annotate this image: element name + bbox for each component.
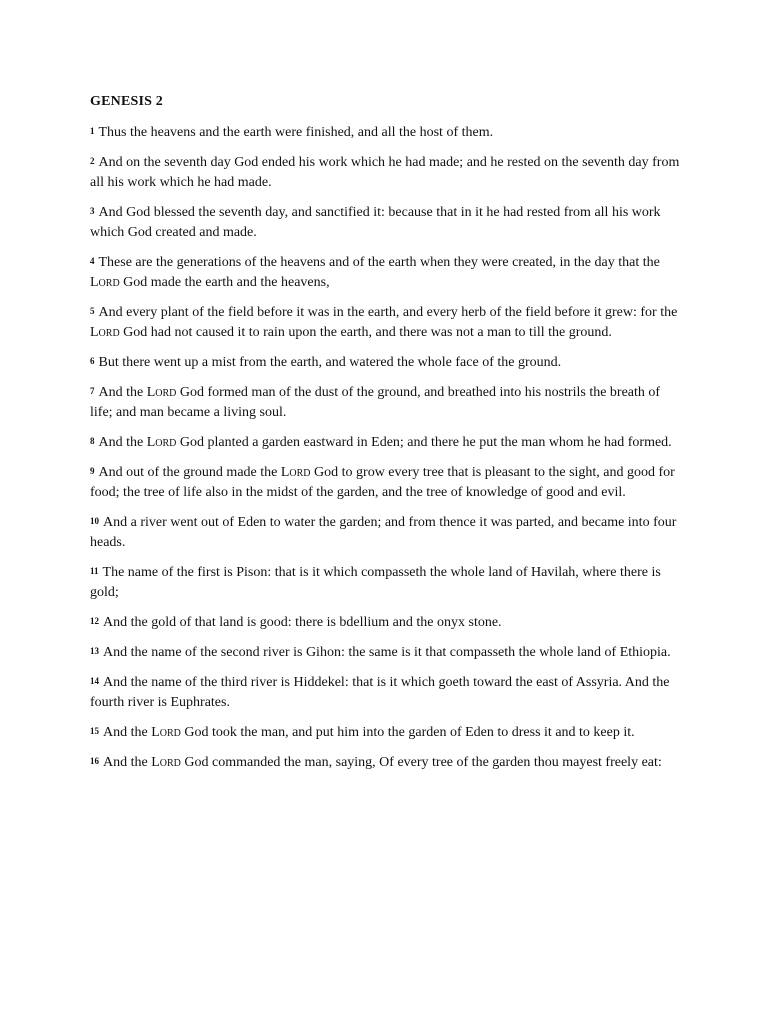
verse-text: And the gold of that land is good: there is bdellium and the onyx stone. xyxy=(103,615,502,630)
verse xyxy=(90,673,680,713)
verse xyxy=(90,433,680,453)
document-page xyxy=(90,93,680,783)
divine-name: Lord xyxy=(151,755,181,770)
verse-text: God made the earth and the heavens, xyxy=(119,275,330,290)
verse-number: 9 xyxy=(90,466,95,476)
verse-number: 12 xyxy=(90,616,99,626)
chapter-title: GENESIS 2 xyxy=(90,94,163,109)
verse-number: 6 xyxy=(90,356,95,366)
verse-number: 15 xyxy=(90,726,99,736)
verse xyxy=(90,123,680,143)
verse-number: 7 xyxy=(90,386,95,396)
verse-text: God formed man of the dust of the ground, and breathed into his nostrils the breath of life; and man became a living soul. xyxy=(90,385,661,420)
verse-number: 4 xyxy=(90,256,95,266)
verse-text: But there went up a mist from the earth, and watered the whole face of the ground. xyxy=(98,355,562,370)
verse-text: God commanded the man, saying, Of every tree of the garden thou mayest freely eat: xyxy=(180,755,662,770)
verse-text: God to grow every tree that is pleasant to the sight, and good for food; the tree of life also in the midst of the garden, and the tree of knowledge of good and evil. xyxy=(90,465,675,500)
divine-name: Lord xyxy=(146,435,177,450)
divine-name: Lord xyxy=(146,385,177,400)
verse xyxy=(90,513,680,553)
verse-text: And a river went out of Eden to water the garden; and from thence it was parted, and became into four heads. xyxy=(90,515,677,550)
verse-text: And out of the ground made the xyxy=(98,465,281,480)
verse xyxy=(90,613,680,633)
verse-text: And the xyxy=(98,385,147,400)
verse-text: And the xyxy=(103,725,152,740)
verse-number: 5 xyxy=(90,306,95,316)
verse xyxy=(90,643,680,663)
verse xyxy=(90,253,680,293)
verse-text: God planted a garden eastward in Eden; and there he put the man whom he had formed. xyxy=(176,435,672,450)
verse-number: 2 xyxy=(90,156,95,166)
divine-name: Lord xyxy=(280,465,311,480)
verse-list xyxy=(90,123,680,773)
verse-text: God took the man, and put him into the garden of Eden to dress it and to keep it. xyxy=(180,725,635,740)
divine-name: Lord xyxy=(151,725,181,740)
verse xyxy=(90,153,680,193)
verse-text: The name of the first is Pison: that is it which compasseth the whole land of Havilah, where there is gold; xyxy=(90,565,661,600)
verse xyxy=(90,203,680,243)
divine-name: Lord xyxy=(90,275,120,290)
verse-text: And God blessed the seventh day, and sanctified it: because that in it he had rested from all his work which God created and made. xyxy=(90,205,661,240)
verse xyxy=(90,383,680,423)
verse-number: 14 xyxy=(90,676,99,686)
verse-number: 1 xyxy=(90,126,95,136)
verse xyxy=(90,303,680,343)
verse-text: And on the seventh day God ended his work which he had made; and he rested on the seventh day from all his work which he had made. xyxy=(90,155,680,190)
verse-text: God had not caused it to rain upon the earth, and there was not a man to till the ground. xyxy=(119,325,612,340)
verse xyxy=(90,723,680,743)
verse-number: 3 xyxy=(90,206,95,216)
verse xyxy=(90,753,680,773)
verse-number: 10 xyxy=(90,516,99,526)
verse xyxy=(90,463,680,503)
verse-text: And the xyxy=(103,755,152,770)
verse xyxy=(90,563,680,603)
verse xyxy=(90,353,680,373)
verse-text: And the name of the second river is Gihon: the same is it that compasseth the whole land of Ethiopia. xyxy=(103,645,671,660)
verse-number: 11 xyxy=(90,566,99,576)
divine-name: Lord xyxy=(90,325,120,340)
verse-text: And the xyxy=(98,435,147,450)
verse-text: These are the generations of the heavens and of the earth when they were created, in the day that the xyxy=(98,255,660,270)
verse-number: 13 xyxy=(90,646,99,656)
verse-number: 16 xyxy=(90,756,99,766)
verse-text: And every plant of the field before it was in the earth, and every herb of the field before it grew: for the xyxy=(98,305,678,320)
verse-text: And the name of the third river is Hiddekel: that is it which goeth toward the east of Assyria. And the fourth river is Euphrates. xyxy=(90,675,670,710)
verse-number: 8 xyxy=(90,436,95,446)
verse-text: Thus the heavens and the earth were finished, and all the host of them. xyxy=(98,125,494,140)
